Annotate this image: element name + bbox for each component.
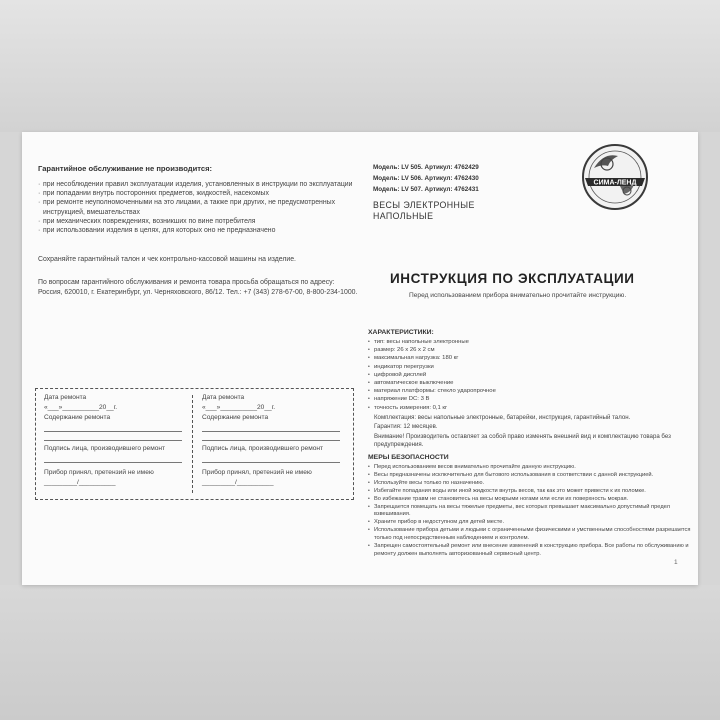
list-item: • Во избежание травм не становитесь на весы мокрыми ногами или если их поверхность мокрая. — [368, 496, 694, 504]
list-item: · при попадании внутрь посторонних предметов, жидкостей, насекомых — [38, 189, 358, 198]
warranty-coupon-right — [202, 389, 347, 499]
list-item: • Храните прибор в недоступном для детей месте. — [368, 519, 694, 527]
manual-title: ИНСТРУКЦИЯ ПО ЭКСПЛУАТАЦИИ — [390, 271, 635, 286]
sign-line: _________/__________ — [202, 479, 274, 486]
list-item: • автоматическое выключение — [368, 379, 496, 387]
list-item: • индикатор перегрузки — [368, 363, 496, 371]
keep-receipt-note: Сохраняйте гарантийный талон и чек контрольно-кассовой машины на изделие. — [38, 256, 296, 263]
list-item: • размер: 26 х 26 х 2 см — [368, 346, 496, 354]
list-item: · при ремонте неуполномоченными на это лицами, а также при других, не предусмотренных инструкцией, вмешательствах — [38, 198, 358, 216]
coupon-divider — [192, 395, 193, 493]
warranty-coupon-frame — [35, 388, 354, 500]
background-surface-top — [0, 0, 720, 132]
model-line: Модель: LV 507. Артикул: 4762431 — [373, 186, 479, 194]
list-item: • материал платформы: стекло ударопрочное — [368, 387, 496, 395]
product-name-line: ВЕСЫ ЭЛЕКТРОННЫЕ — [373, 200, 475, 210]
background-surface-bottom — [0, 585, 720, 720]
fill-line — [202, 431, 340, 432]
list-item: · при механических повреждениях, возникших по вине потребителя — [38, 217, 358, 226]
manual-subtitle: Перед использованием прибора внимательно прочитайте инструкцию. — [409, 292, 627, 299]
page-number: 1 — [674, 559, 678, 566]
model-line: Модель: LV 506. Артикул: 4762430 — [373, 175, 479, 183]
list-item: • Использование прибора детьми и людьми с ограниченными физическими и умственными способностями разрешается только под непосредственным наблюдением и контролем. — [368, 527, 694, 543]
repair-date-label: Дата ремонта — [44, 394, 87, 401]
repair-content-label: Содержание ремонта — [202, 414, 269, 421]
warranty-title: Гарантийное обслуживание не производится: — [38, 164, 213, 173]
signature-label: Подпись лица, производившего ремонт — [202, 445, 324, 452]
safety-title: МЕРЫ БЕЗОПАСНОСТИ — [368, 454, 449, 461]
model-list — [373, 162, 479, 196]
list-item: • Избегайте попадания воды или иной жидкости внутрь весов, так как это может привести к их поломке. — [368, 488, 694, 496]
kit-text: Комплектация: весы напольные электронные, батарейки, инструкция, гарантийный талон. — [374, 414, 631, 421]
fill-line — [202, 440, 340, 441]
date-fill-line: «___»__________20__г. — [202, 404, 276, 411]
product-name — [373, 200, 475, 222]
list-item: • Используйте весы только по назначению. — [368, 480, 694, 488]
list-item: • напряжение DC: 3 В — [368, 395, 496, 403]
fill-line — [44, 431, 182, 432]
list-item: • Перед использованием весов внимательно прочитайте данную инструкцию. — [368, 464, 694, 472]
list-item: • тип: весы напольные электронные — [368, 338, 496, 346]
sima-land-logo — [580, 142, 650, 212]
safety-list — [368, 464, 694, 559]
sign-line: _________/__________ — [44, 479, 116, 486]
list-item: • Запрещается помещать на весы тяжелые предметы, вес которых превышает максимально допустимый предел взвешивания. — [368, 504, 694, 520]
accepted-label: Прибор принял, претензий не имею — [44, 469, 154, 476]
date-fill-line: «___»__________20__г. — [44, 404, 118, 411]
fill-line — [44, 462, 182, 463]
instruction-sheet — [22, 132, 698, 585]
warranty-coupon-left — [44, 389, 189, 499]
guarantee-text: Гарантия: 12 месяцев. — [374, 423, 438, 430]
list-item: • цифровой дисплей — [368, 371, 496, 379]
list-item: · при использовании изделия в целях, для которых оно не предназначено — [38, 226, 358, 235]
fill-line — [44, 440, 182, 441]
accepted-label: Прибор принял, претензий не имею — [202, 469, 312, 476]
list-item: • Весы предназначены исключительно для бытового использования в соответствии с данной инструкцией. — [368, 472, 694, 480]
model-line: Модель: LV 505. Артикул: 4762429 — [373, 164, 479, 171]
notice-text: Внимание! Производитель оставляет за собой право изменять внешний вид и комплектацию товара без предупреждения. — [374, 433, 671, 449]
characteristics-title: ХАРАКТЕРИСТИКИ: — [368, 329, 434, 336]
list-item: • Запрещен самостоятельный ремонт или внесение изменений в конструкцию прибора. Все работы по обслуживанию и ремонту должен выполнять авторизованный сервисный центр. — [368, 543, 694, 559]
repair-date-label: Дата ремонта — [202, 394, 245, 401]
list-item: • максимальная нагрузка: 180 кг — [368, 354, 496, 362]
logo-text: СИМА-ЛЕНД — [593, 179, 637, 187]
signature-label: Подпись лица, производившего ремонт — [44, 445, 166, 452]
list-item: · при несоблюдении правил эксплуатации изделия, установленных в инструкции по эксплуатации — [38, 180, 358, 189]
product-name-line: НАПОЛЬНЫЕ — [373, 211, 434, 221]
characteristics-list — [368, 338, 496, 412]
fill-line — [202, 462, 340, 463]
warranty-exclusions-list — [38, 180, 358, 235]
repair-content-label: Содержание ремонта — [44, 414, 111, 421]
service-contacts: По вопросам гарантийного обслуживания и ремонта товара просьба обращаться по адресу: Россия, 620010, г. Екатеринбург, ул. Черняховского, 86/12. Тел.: +7 (343) 278-67-00, 8-800-234-1000. — [38, 279, 358, 296]
list-item: • точность измерения: 0,1 кг — [368, 404, 496, 412]
